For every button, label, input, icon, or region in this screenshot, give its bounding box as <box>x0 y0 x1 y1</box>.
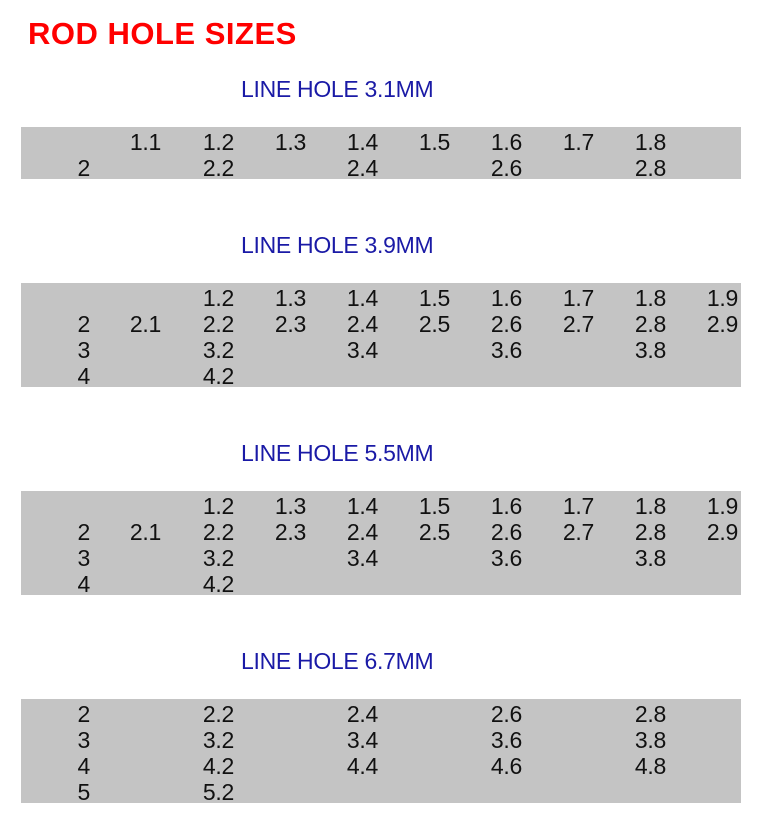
table-cell: 3.4 <box>346 545 378 571</box>
table-cell: 2.5 <box>418 519 450 545</box>
table-cell: 2.6 <box>490 701 522 727</box>
table-cell: 3.8 <box>634 337 666 363</box>
table-cell: 1.4 <box>346 129 378 155</box>
table-cell: 4 <box>77 363 90 389</box>
table-cell: 4.2 <box>202 753 234 779</box>
table-cell: 3.6 <box>490 545 522 571</box>
table-cell: 1.5 <box>418 129 450 155</box>
table-cell: 1.8 <box>634 129 666 155</box>
table-cell: 2.7 <box>562 519 594 545</box>
table-cell: 2.8 <box>634 519 666 545</box>
table-cell: 3.2 <box>202 545 234 571</box>
table-cell: 4.4 <box>346 753 378 779</box>
table-cell: 2.4 <box>346 701 378 727</box>
table-cell: 1.9 <box>706 493 738 519</box>
section-heading: LINE HOLE 6.7MM <box>241 648 434 674</box>
table-cell: 1.6 <box>490 285 522 311</box>
table-cell: 4.2 <box>202 571 234 597</box>
table-cell: 1.6 <box>490 493 522 519</box>
table-cell: 2.4 <box>346 311 378 337</box>
size-table <box>21 283 741 387</box>
page-title: ROD HOLE SIZES <box>28 16 297 51</box>
table-cell: 2.6 <box>490 519 522 545</box>
table-cell: 2.6 <box>490 311 522 337</box>
table-cell: 1.1 <box>129 129 161 155</box>
table-cell: 2.3 <box>274 311 306 337</box>
table-cell: 1.2 <box>202 129 234 155</box>
table-cell: 4.6 <box>490 753 522 779</box>
table-cell: 2.5 <box>418 311 450 337</box>
section-heading: LINE HOLE 5.5MM <box>241 440 434 466</box>
table-cell: 2 <box>77 519 90 545</box>
table-cell: 1.6 <box>490 129 522 155</box>
table-cell: 1.2 <box>202 493 234 519</box>
table-cell: 1.4 <box>346 493 378 519</box>
table-cell: 2.6 <box>490 155 522 181</box>
table-cell: 2 <box>77 155 90 181</box>
table-cell: 4.8 <box>634 753 666 779</box>
table-cell: 2.4 <box>346 519 378 545</box>
table-cell: 2.2 <box>202 155 234 181</box>
table-cell: 2.1 <box>129 311 161 337</box>
table-cell: 1.4 <box>346 285 378 311</box>
table-cell: 2.1 <box>129 519 161 545</box>
table-cell: 5.2 <box>202 779 234 805</box>
table-cell: 1.7 <box>562 129 594 155</box>
table-cell: 1.5 <box>418 493 450 519</box>
table-cell: 2.9 <box>706 311 738 337</box>
size-table <box>21 127 741 179</box>
section-heading: LINE HOLE 3.1MM <box>241 76 434 102</box>
size-table <box>21 491 741 595</box>
table-cell: 3.2 <box>202 727 234 753</box>
table-cell: 3.4 <box>346 727 378 753</box>
table-cell: 4.2 <box>202 363 234 389</box>
table-cell: 1.8 <box>634 493 666 519</box>
table-cell: 5 <box>77 779 90 805</box>
table-cell: 2 <box>77 701 90 727</box>
table-cell: 4 <box>77 571 90 597</box>
table-cell: 2.8 <box>634 155 666 181</box>
table-cell: 3 <box>77 545 90 571</box>
table-cell: 3 <box>77 727 90 753</box>
table-cell: 3.8 <box>634 727 666 753</box>
table-cell: 2.7 <box>562 311 594 337</box>
table-cell: 1.7 <box>562 493 594 519</box>
table-cell: 1.7 <box>562 285 594 311</box>
table-cell: 3.8 <box>634 545 666 571</box>
table-cell: 2.8 <box>634 311 666 337</box>
table-cell: 1.2 <box>202 285 234 311</box>
table-cell: 3.4 <box>346 337 378 363</box>
table-cell: 1.9 <box>706 285 738 311</box>
table-cell: 2.4 <box>346 155 378 181</box>
table-cell: 1.3 <box>274 129 306 155</box>
table-cell: 1.3 <box>274 493 306 519</box>
table-cell: 2.2 <box>202 701 234 727</box>
table-cell: 1.5 <box>418 285 450 311</box>
table-cell: 1.3 <box>274 285 306 311</box>
table-cell: 3 <box>77 337 90 363</box>
table-cell: 3.6 <box>490 337 522 363</box>
size-table <box>21 699 741 803</box>
table-cell: 2.2 <box>202 311 234 337</box>
table-cell: 4 <box>77 753 90 779</box>
table-cell: 2.9 <box>706 519 738 545</box>
table-cell: 1.8 <box>634 285 666 311</box>
table-cell: 2 <box>77 311 90 337</box>
table-cell: 3.6 <box>490 727 522 753</box>
section-heading: LINE HOLE 3.9MM <box>241 232 434 258</box>
table-cell: 2.3 <box>274 519 306 545</box>
table-cell: 2.2 <box>202 519 234 545</box>
table-cell: 2.8 <box>634 701 666 727</box>
table-cell: 3.2 <box>202 337 234 363</box>
